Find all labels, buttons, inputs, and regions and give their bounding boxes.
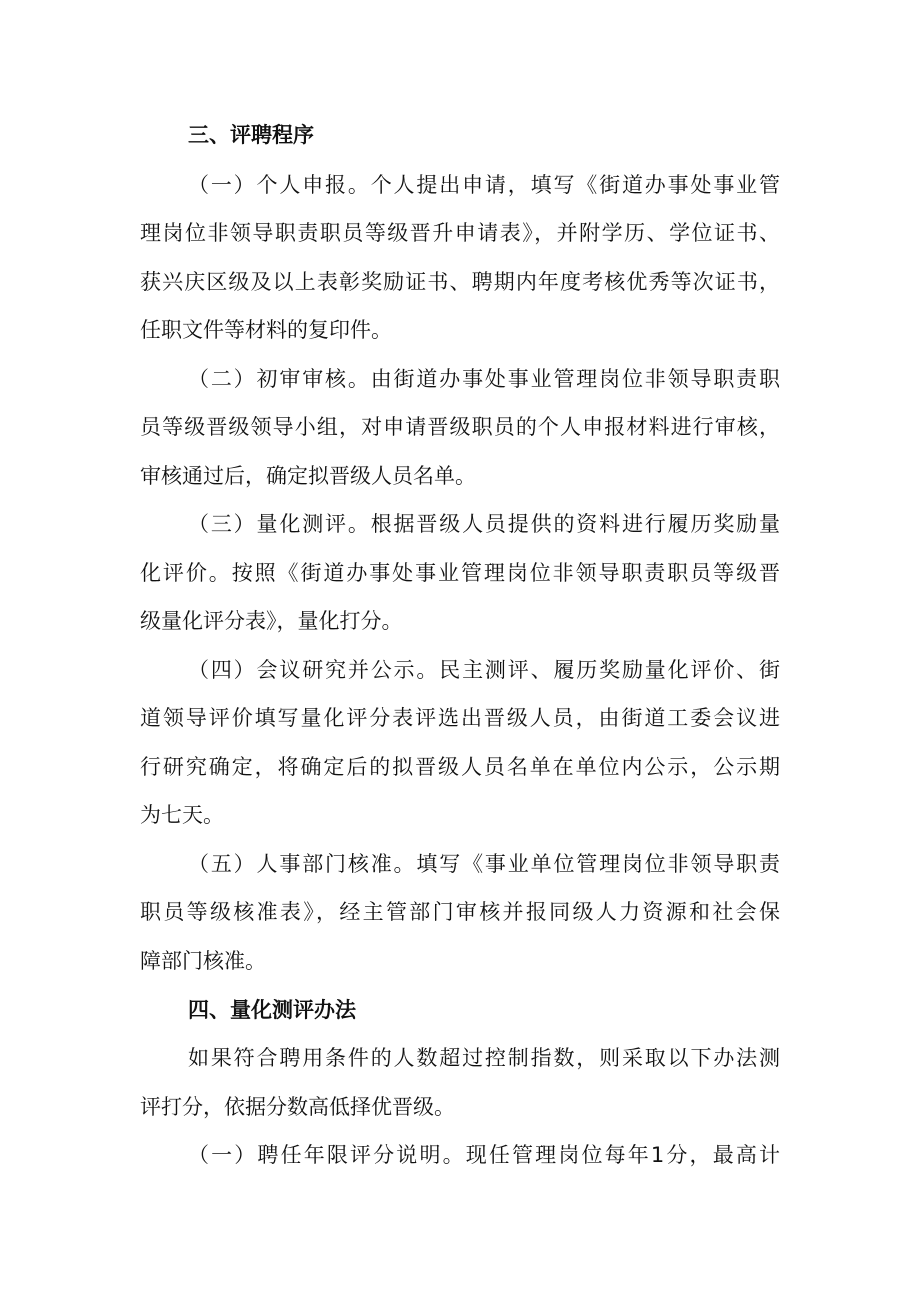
paragraph-2-line-2: 员等级晋级领导小组，对申请晋级职员的个人申报材料进行审核， [140, 415, 780, 439]
paragraph-3-line-1: （三）量化测评。根据晋级人员提供的资料进行履历奖励量 [188, 512, 780, 536]
paragraph-5-line-2: 职员等级核准表》，经主管部门审核并报同级人力资源和社会保 [140, 900, 780, 924]
paragraph-1-line-4: 任职文件等材料的复印件。 [140, 318, 392, 342]
paragraph-6-line-1: 如果符合聘用条件的人数超过控制指数，则采取以下办法测 [188, 1046, 780, 1070]
paragraph-1-line-1: （一）个人申报。个人提出申请，填写《街道办事处事业管 [188, 173, 780, 197]
paragraph-5-line-1: （五）人事部门核准。填写《事业单位管理岗位非领导职责 [188, 852, 780, 876]
paragraph-2-line-1: （二）初审审核。由街道办事处事业管理岗位非领导职责职 [188, 367, 780, 391]
paragraph-4-line-1: （四）会议研究并公示。民主测评、履历奖励量化评价、街 [188, 658, 780, 682]
paragraph-5-line-3: 障部门核准。 [140, 949, 266, 973]
paragraph-4-line-4: 为七天。 [140, 803, 224, 827]
paragraph-6-line-2: 评打分，依据分数高低择优晋级。 [140, 1095, 455, 1119]
paragraph-4-line-3: 行研究确定，将确定后的拟晋级人员名单在单位内公示，公示期 [140, 755, 780, 779]
paragraph-3-line-2: 化评价。按照《街道办事处事业管理岗位非领导职责职员等级晋 [140, 561, 780, 585]
paragraph-3-line-3: 级量化评分表》，量化打分。 [140, 609, 403, 633]
paragraph-4-line-2: 道领导评价填写量化评分表评选出晋级人员，由街道工委会议进 [140, 706, 780, 730]
section-heading-4: 四、量化测评办法 [188, 998, 356, 1022]
paragraph-7-line-1: （一）聘任年限评分说明。现任管理岗位每年1分，最高计 [188, 1143, 780, 1167]
section-heading-3: 三、评聘程序 [188, 123, 314, 147]
paragraph-1-line-2: 理岗位非领导职责职员等级晋升申请表》，并附学历、学位证书、 [140, 221, 780, 245]
paragraph-2-line-3: 审核通过后，确定拟晋级人员名单。 [140, 464, 476, 488]
paragraph-1-line-3: 获兴庆区级及以上表彰奖励证书、聘期内年度考核优秀等次证书， [140, 270, 780, 294]
